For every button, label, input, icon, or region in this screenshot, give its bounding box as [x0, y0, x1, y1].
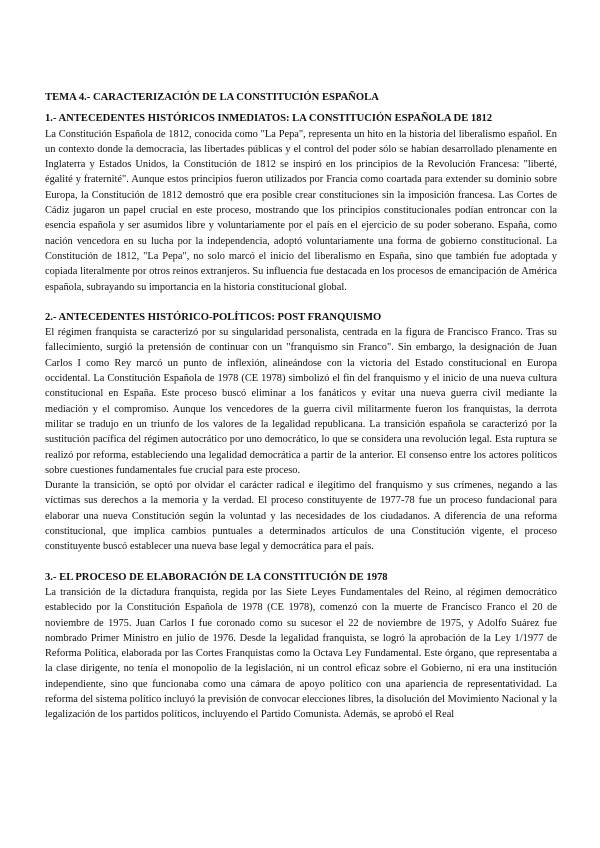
document-page: [45, 90, 557, 738]
section-heading: 2.- ANTECEDENTES HISTÓRICO-POLÍTICOS: POST FRANQUISMO: [45, 311, 382, 323]
section-heading: 3.- EL PROCESO DE ELABORACIÓN DE LA CONSTITUCIÓN DE 1978: [45, 571, 388, 583]
section-heading: 1.- ANTECEDENTES HISTÓRICOS INMEDIATOS: LA CONSTITUCIÓN ESPAÑOLA DE 1812: [45, 113, 493, 125]
document-title: TEMA 4.- CARACTERIZACIÓN DE LA CONSTITUCIÓN ESPAÑOLA: [45, 92, 379, 103]
section-1: [45, 111, 557, 295]
section-3: [45, 570, 557, 723]
section-paragraph: Durante la transición, se optó por olvidar el carácter radical e ilegítimo del franquismo y sus crímenes, negando a las víctimas sus derechos a la memoria y la verdad. El proceso constituyente de 1977-78 fue un proceso fundacional para elaborar una nueva Constitución según la voluntad y las necesidades de los ciudadanos. A diferencia de una reforma constitucional, que implica cambios puntuales a determinados artículos de una Constitución vigente, el proceso constituyente buscó establecer una nueva base legal y democrática para el país.: [45, 480, 557, 553]
section-paragraph: La Constitución Española de 1812, conocida como "La Pepa", representa un hito en la historia del liberalismo español. En un contexto donde la democracia, las libertades públicas y el control del poder sólo se habían desarrollado plenamente en Inglaterra y Estados Unidos, la Constitución de 1812 se inspiró en los principios de la Revolución Francesa: "liberté, égalité y fraternité". Aunque estos principios fueron utilizados por Francia como coartada para extender su dominio sobre Europa, la Constitución de 1812 demostró que era posible crear constituciones sin la imposición francesa. Las Cortes de Cádiz jugaron un papel crucial en este proceso, mostrando que los principios constitucionales podían entroncar con la esencia española y ser asumidos libre y voluntariamente por el país en el ejercicio de su poder soberano. España, como nación vencedora en su lucha por la independencia, adoptó voluntariamente una forma de gobierno constitucional. La Constitución de 1812, "La Pepa", no solo marcó el inicio del liberalismo en España, sino que también fue adoptada y copiada literalmente por otros reinos extranjeros. Su influencia fue destacada en los procesos de emancipación de América española, subrayando su importancia en la historia constitucional global.: [45, 128, 557, 293]
section-2: [45, 310, 557, 555]
section-paragraph: El régimen franquista se caracterizó por su singularidad personalista, centrada en la figura de Francisco Franco. Tras su fallecimiento, surgió la pretensión de continuar con un "franquismo sin Franco". Sin embargo, la designación de Juan Carlos I como Rey marcó un punto de inflexión, alineándose con la victoria del Estado constitucional en Europa occidental. La Constitución Española de 1978 (CE 1978) simbolizó el fin del franquismo y el inicio de una nueva cultura constitucional en España. Este proceso buscó eliminar a los fanáticos y evitar una nueva guerra civil mediante la mediación y el compromiso. Aunque los vencedores de la guerra civil militarmente fueron los franquistas, la derrota militar se tradujo en un triunfo de los valores de la legalidad republicana. La transición española se caracterizó por la sustitución pacífica del régimen autocrático por uno democrático, lo que se considera una revolución legal. Esta ruptura se realizó por reforma, estableciendo una legalidad democrática a partir de la anterior. El consenso entre los actores políticos sobre cuestiones fundamentales fue crucial para este proceso.: [45, 327, 557, 476]
section-paragraph: La transición de la dictadura franquista, regida por las Siete Leyes Fundamentales del Reino, al régimen democrático establecido por la Constitución Española de 1978 (CE 1978), comenzó con la muerte de Francisco Franco el 20 de noviembre de 1975. Juan Carlos I fue coronado como su sucesor el 22 de noviembre de 1975, y Adolfo Suárez fue nombrado Primer Ministro en julio de 1976. Desde la legalidad franquista, se logró la aprobación de la Ley 1/1977 de Reforma Política, elaborada por las Cortes Franquistas como la Octava Ley Fundamental. Este órgano, que representaba a la clase dirigente, no tenía el monopolio de la legislación, ni un control eficaz sobre el Gobierno, ni era una institución independiente, sino que funcionaba como una cámara de apoyo político con una apariencia de representatividad. La reforma del sistema político incluyó la previsión de convocar elecciones libres, la disolución del Movimiento Nacional y la legalización de los partidos políticos, incluyendo el Partido Comunista. Además, se aprobó el Real: [45, 586, 557, 721]
